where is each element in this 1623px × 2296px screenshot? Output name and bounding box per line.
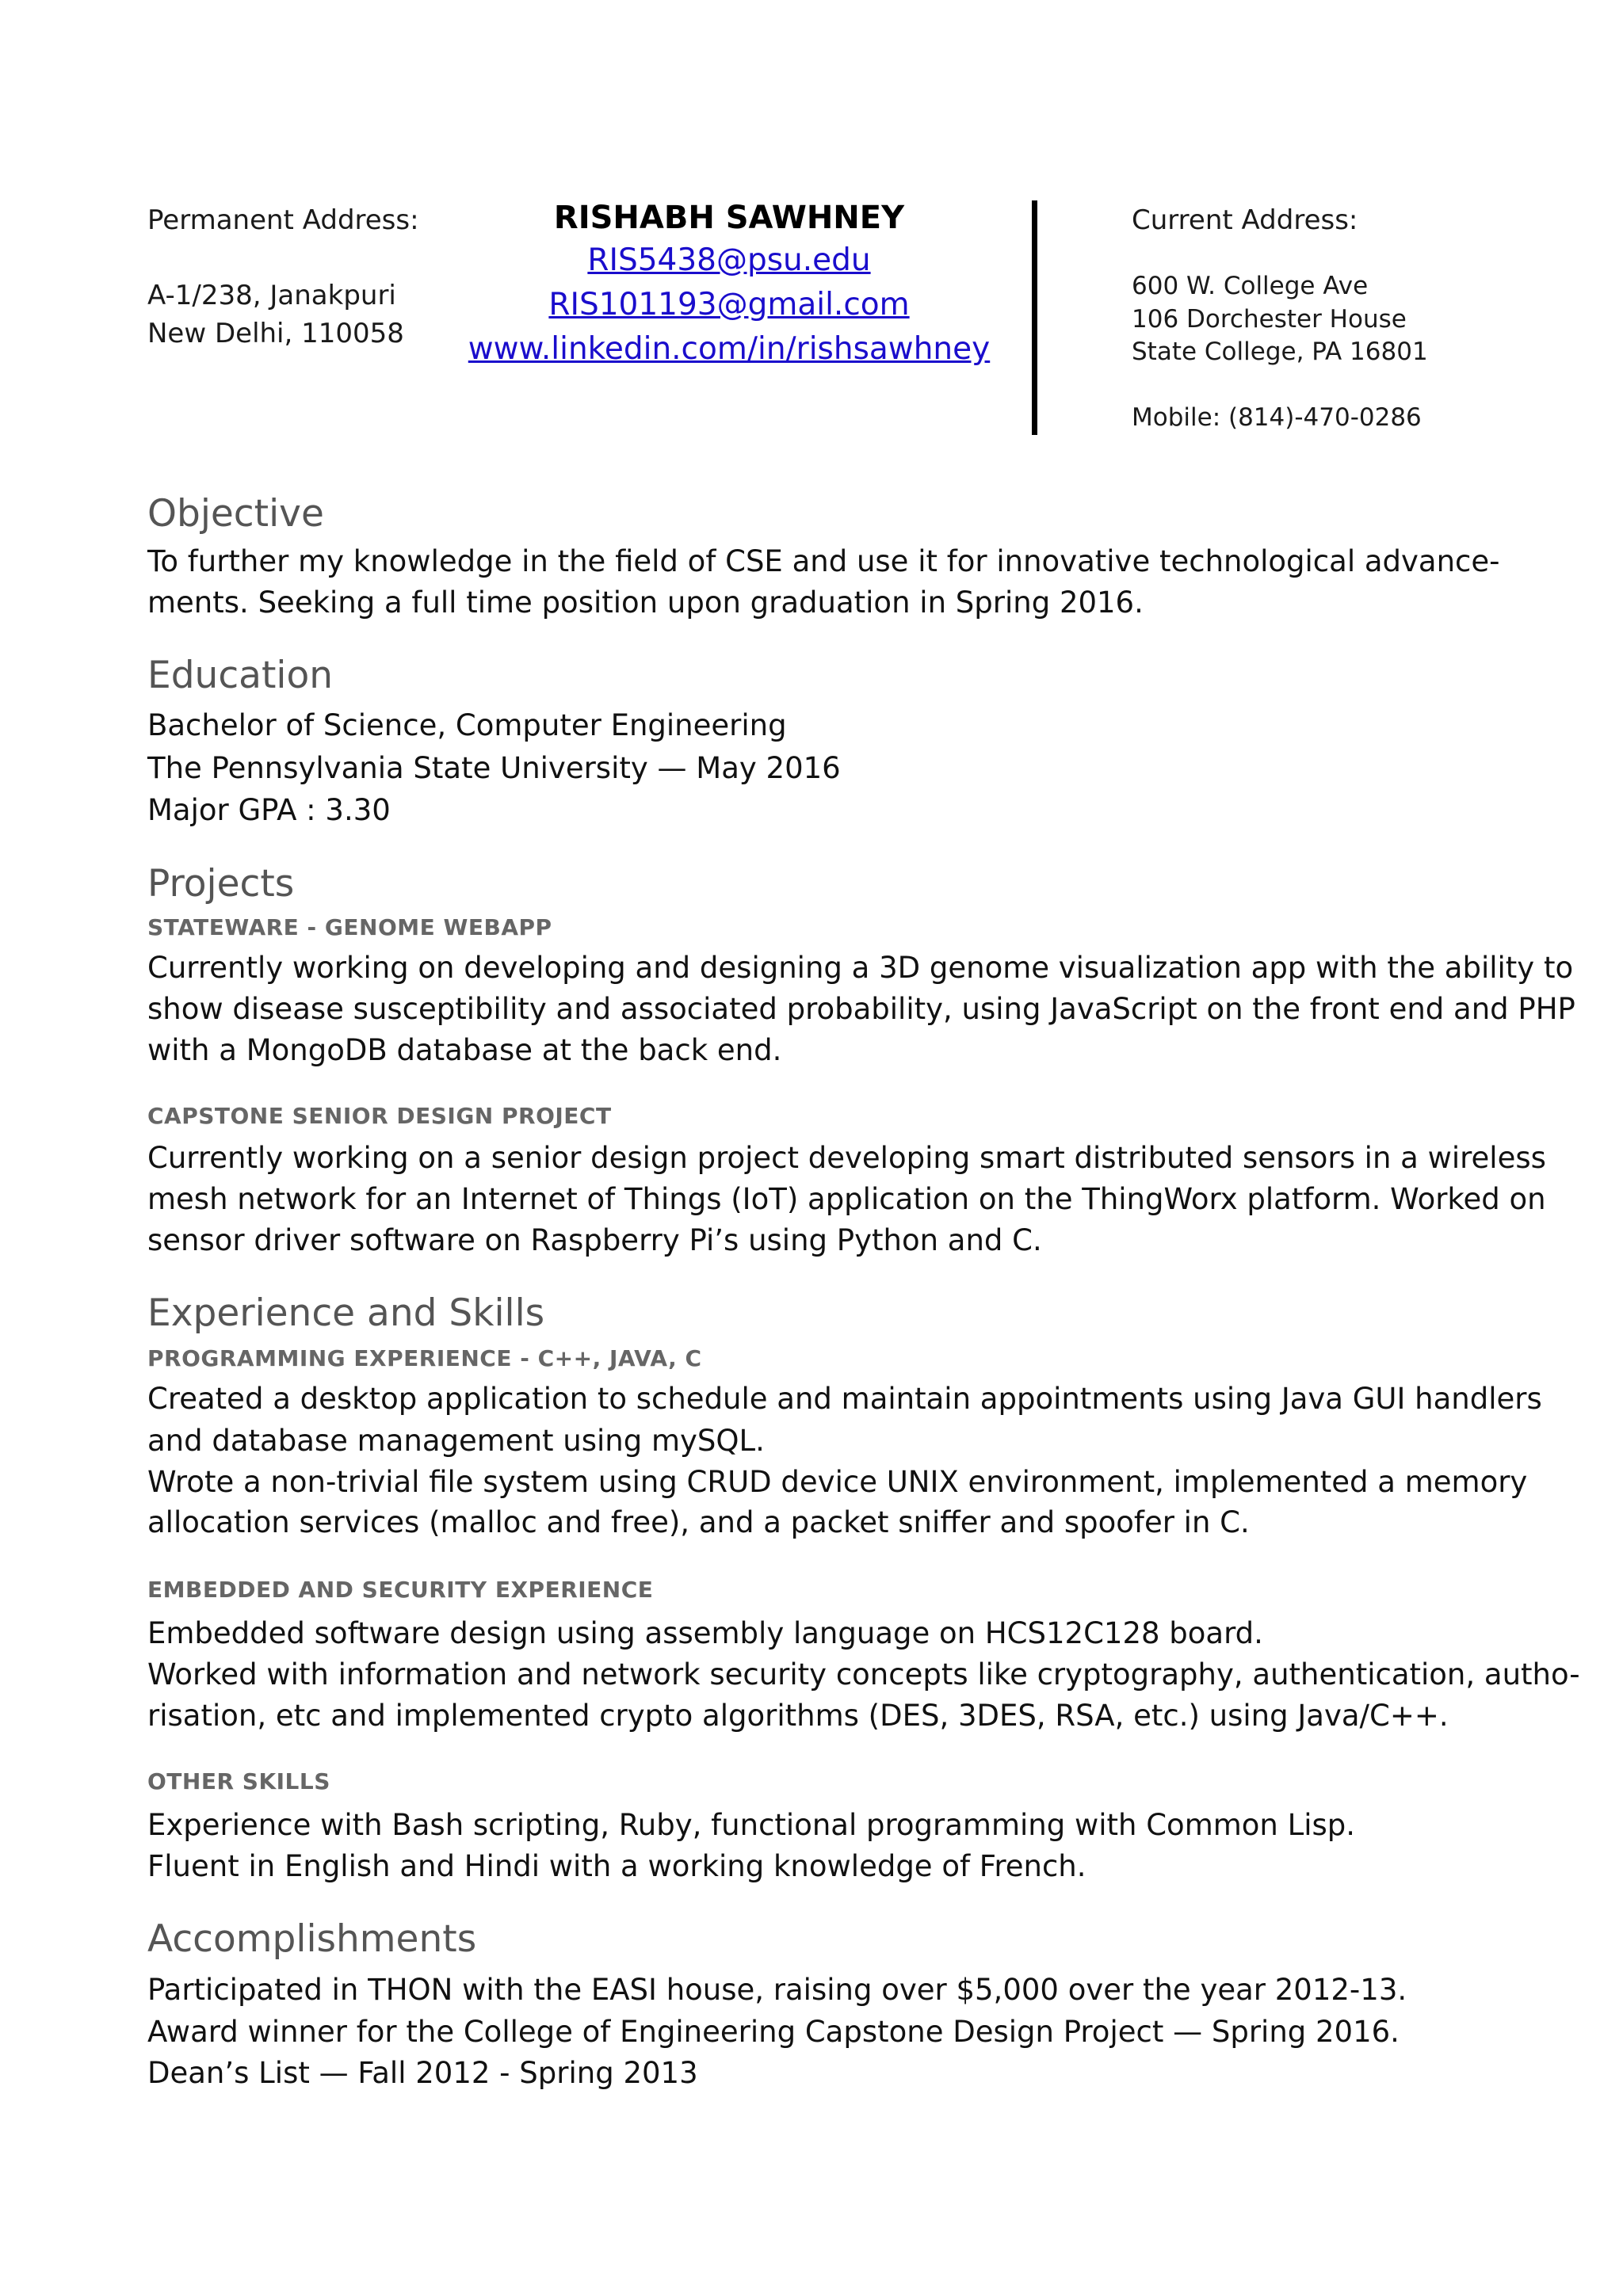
- candidate-name: RISHABH SAWHNEY: [553, 200, 905, 236]
- accomplishment-line-1: Participated in THON with the EASI house, raising over $5,000 over the year 2012-13.: [147, 1973, 1407, 2007]
- current-address-line-1: 600 W. College Ave: [1132, 272, 1369, 300]
- current-address-line-3: State College, PA 16801: [1132, 338, 1428, 366]
- project-2-heading: CAPSTONE SENIOR DESIGN PROJECT: [147, 1103, 612, 1129]
- experience-3-line-1: Experience with Bash scripting, Ruby, functional programming with Common Lisp.: [147, 1808, 1356, 1842]
- experience-1-line-2: and database management using mySQL.: [147, 1424, 765, 1458]
- objective-heading: Objective: [147, 492, 324, 536]
- experience-1-heading: PROGRAMMING EXPERIENCE - C++, JAVA, C: [147, 1345, 702, 1371]
- accomplishment-line-2: Award winner for the College of Engineering Capstone Design Project — Spring 2016.: [147, 2015, 1400, 2049]
- permanent-address-line-2: New Delhi, 110058: [147, 318, 404, 349]
- experience-3-heading: OTHER SKILLS: [147, 1768, 330, 1794]
- project-2-line-3: sensor driver software on Raspberry Pi’s using Python and C.: [147, 1223, 1042, 1257]
- education-line-2: The Pennsylvania State University — May 2016: [147, 751, 841, 785]
- experience-1-line-1: Created a desktop application to schedule and maintain appointments using Java GUI handlers: [147, 1382, 1542, 1416]
- education-line-3: Major GPA : 3.30: [147, 793, 391, 827]
- project-1-line-2: show disease susceptibility and associated probability, using JavaScript on the front end and PHP: [147, 992, 1575, 1026]
- experience-1-line-3: Wrote a non-trivial file system using CRUD device UNIX environment, implemented a memory: [147, 1465, 1528, 1499]
- project-1-line-3: with a MongoDB database at the back end.: [147, 1033, 782, 1067]
- experience-2-line-3: risation, etc and implemented crypto algorithms (DES, 3DES, RSA, etc.) using Java/C++.: [147, 1699, 1449, 1733]
- permanent-address-label: Permanent Address:: [147, 204, 419, 236]
- experience-heading: Experience and Skills: [147, 1291, 545, 1335]
- current-address-line-2: 106 Dorchester House: [1132, 305, 1407, 334]
- accomplishments-heading: Accomplishments: [147, 1917, 477, 1961]
- linkedin-link[interactable]: www.linkedin.com/in/rishsawhney: [468, 331, 991, 367]
- objective-line-1: To further my knowledge in the field of CSE and use it for innovative technological advance-: [147, 544, 1500, 578]
- education-heading: Education: [147, 654, 333, 697]
- mobile-number: Mobile: (814)-470-0286: [1132, 403, 1422, 432]
- experience-2-heading: EMBEDDED AND SECURITY EXPERIENCE: [147, 1577, 654, 1603]
- experience-1-line-4: allocation services (malloc and free), and a packet sniffer and spoofer in C.: [147, 1505, 1250, 1539]
- header-divider: [1032, 200, 1037, 435]
- experience-2-line-1: Embedded software design using assembly language on HCS12C128 board.: [147, 1616, 1263, 1650]
- experience-3-line-2: Fluent in English and Hindi with a working knowledge of French.: [147, 1849, 1086, 1883]
- email-gmail-link[interactable]: RIS101193@gmail.com: [548, 287, 910, 322]
- project-2-line-2: mesh network for an Internet of Things (IoT) application on the ThingWorx platform. Worked on: [147, 1182, 1546, 1216]
- education-line-1: Bachelor of Science, Computer Engineering: [147, 708, 787, 742]
- project-1-heading: STATEWARE - GENOME WEBAPP: [147, 914, 552, 940]
- projects-heading: Projects: [147, 862, 295, 906]
- project-2-line-1: Currently working on a senior design project developing smart distributed sensors in a wireless: [147, 1141, 1546, 1175]
- accomplishment-line-3: Dean’s List — Fall 2012 - Spring 2013: [147, 2056, 698, 2090]
- current-address-label: Current Address:: [1132, 204, 1358, 236]
- project-1-line-1: Currently working on developing and designing a 3D genome visualization app with the ability to: [147, 951, 1574, 985]
- permanent-address-line-1: A-1/238, Janakpuri: [147, 280, 396, 311]
- objective-line-2: ments. Seeking a full time position upon graduation in Spring 2016.: [147, 585, 1144, 620]
- email-psu-link[interactable]: RIS5438@psu.edu: [587, 242, 871, 278]
- experience-2-line-2: Worked with information and network security concepts like cryptography, authentication, autho-: [147, 1657, 1580, 1691]
